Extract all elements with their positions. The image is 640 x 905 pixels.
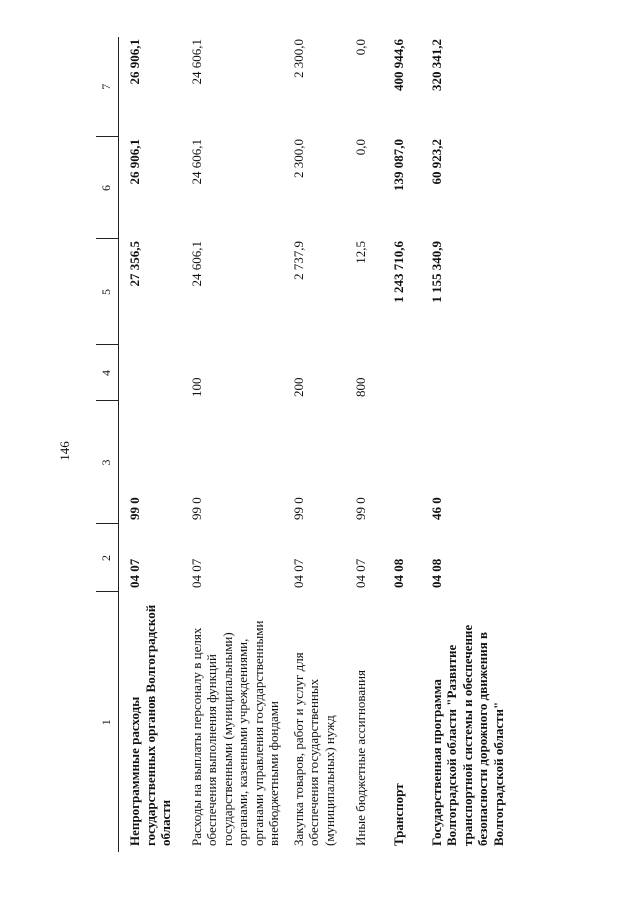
table-row — [421, 37, 517, 852]
column-header-6: 6 — [96, 137, 119, 239]
table-row — [283, 37, 345, 852]
column-header-1: 1 — [96, 592, 119, 852]
amount-col-5: 2 737,9 — [290, 241, 306, 280]
section-code: 04 07 — [127, 558, 142, 588]
amount-col-6: 0,0 — [352, 139, 368, 156]
section-code: 04 08 — [390, 558, 406, 588]
column-header-3: 3 — [96, 401, 119, 524]
amount-col-6: 2 300,0 — [290, 139, 306, 178]
section-code: 04 07 — [188, 558, 204, 588]
amount-col-6: 26 906,1 — [127, 139, 142, 185]
row-name: Иные бюджетные ассигнования — [352, 669, 368, 846]
expense-type-code: 800 — [352, 377, 368, 397]
target-code: 99 0 — [352, 497, 368, 520]
section-code: 04 07 — [290, 558, 306, 588]
row-name: Закупка товаров, работ и услуг для обеспечения государственных (муниципальных) нужд — [290, 652, 337, 846]
rotated-budget-table-container — [96, 37, 506, 852]
expense-type-code: 200 — [290, 377, 306, 397]
amount-col-5: 12,5 — [352, 241, 368, 264]
expense-type-code — [421, 345, 517, 401]
expense-type-code — [119, 345, 181, 401]
target-code: 99 0 — [290, 497, 306, 520]
target-code: 99 0 — [188, 497, 204, 520]
target-code — [383, 401, 421, 524]
table-row — [119, 37, 181, 852]
table-row — [181, 37, 283, 852]
row-name: Непрограммные расходы государственных органов Волгоградской области — [127, 604, 173, 846]
amount-col-5: 1 243 710,6 — [390, 241, 406, 303]
amount-col-5: 24 606,1 — [188, 241, 204, 287]
amount-col-7: 24 606,1 — [188, 39, 204, 85]
amount-col-7: 320 341,2 — [428, 39, 444, 91]
row-name: Расходы на выплаты персоналу в целях обеспечения выполнения функций государственными (муниципальными) органами, казенными учреждениями, органами управления государственными внебюджетными фондами — [188, 620, 281, 846]
section-code: 04 07 — [352, 558, 368, 588]
amount-col-7: 0,0 — [352, 39, 368, 56]
budget-table — [96, 37, 517, 852]
expense-type-code — [383, 345, 421, 401]
amount-col-7: 400 944,6 — [390, 39, 406, 91]
column-header-5: 5 — [96, 239, 119, 345]
amount-col-7: 2 300,0 — [290, 39, 306, 78]
page-number: 146 — [57, 441, 72, 461]
target-code: 99 0 — [127, 497, 142, 520]
section-code: 04 08 — [428, 558, 444, 588]
table-row — [345, 37, 383, 852]
row-name: Транспорт — [390, 783, 406, 846]
amount-col-5: 27 356,5 — [127, 241, 142, 287]
column-header-4: 4 — [96, 345, 119, 401]
row-name: Государственная программа Волгоградской области "Развитие транспортной системы и обеспечение безопасности дорожного движения в Волгоградской области" — [428, 624, 506, 846]
table-row — [383, 37, 421, 852]
amount-col-5: 1 155 340,9 — [428, 241, 444, 303]
amount-col-6: 139 087,0 — [390, 139, 406, 191]
header-row — [96, 37, 119, 852]
column-header-7: 7 — [96, 37, 119, 137]
column-header-2: 2 — [96, 524, 119, 592]
amount-col-7: 26 906,1 — [127, 39, 142, 85]
expense-type-code: 100 — [188, 377, 204, 397]
amount-col-6: 60 923,2 — [428, 139, 444, 185]
amount-col-6: 24 606,1 — [188, 139, 204, 185]
target-code: 46 0 — [428, 497, 444, 520]
